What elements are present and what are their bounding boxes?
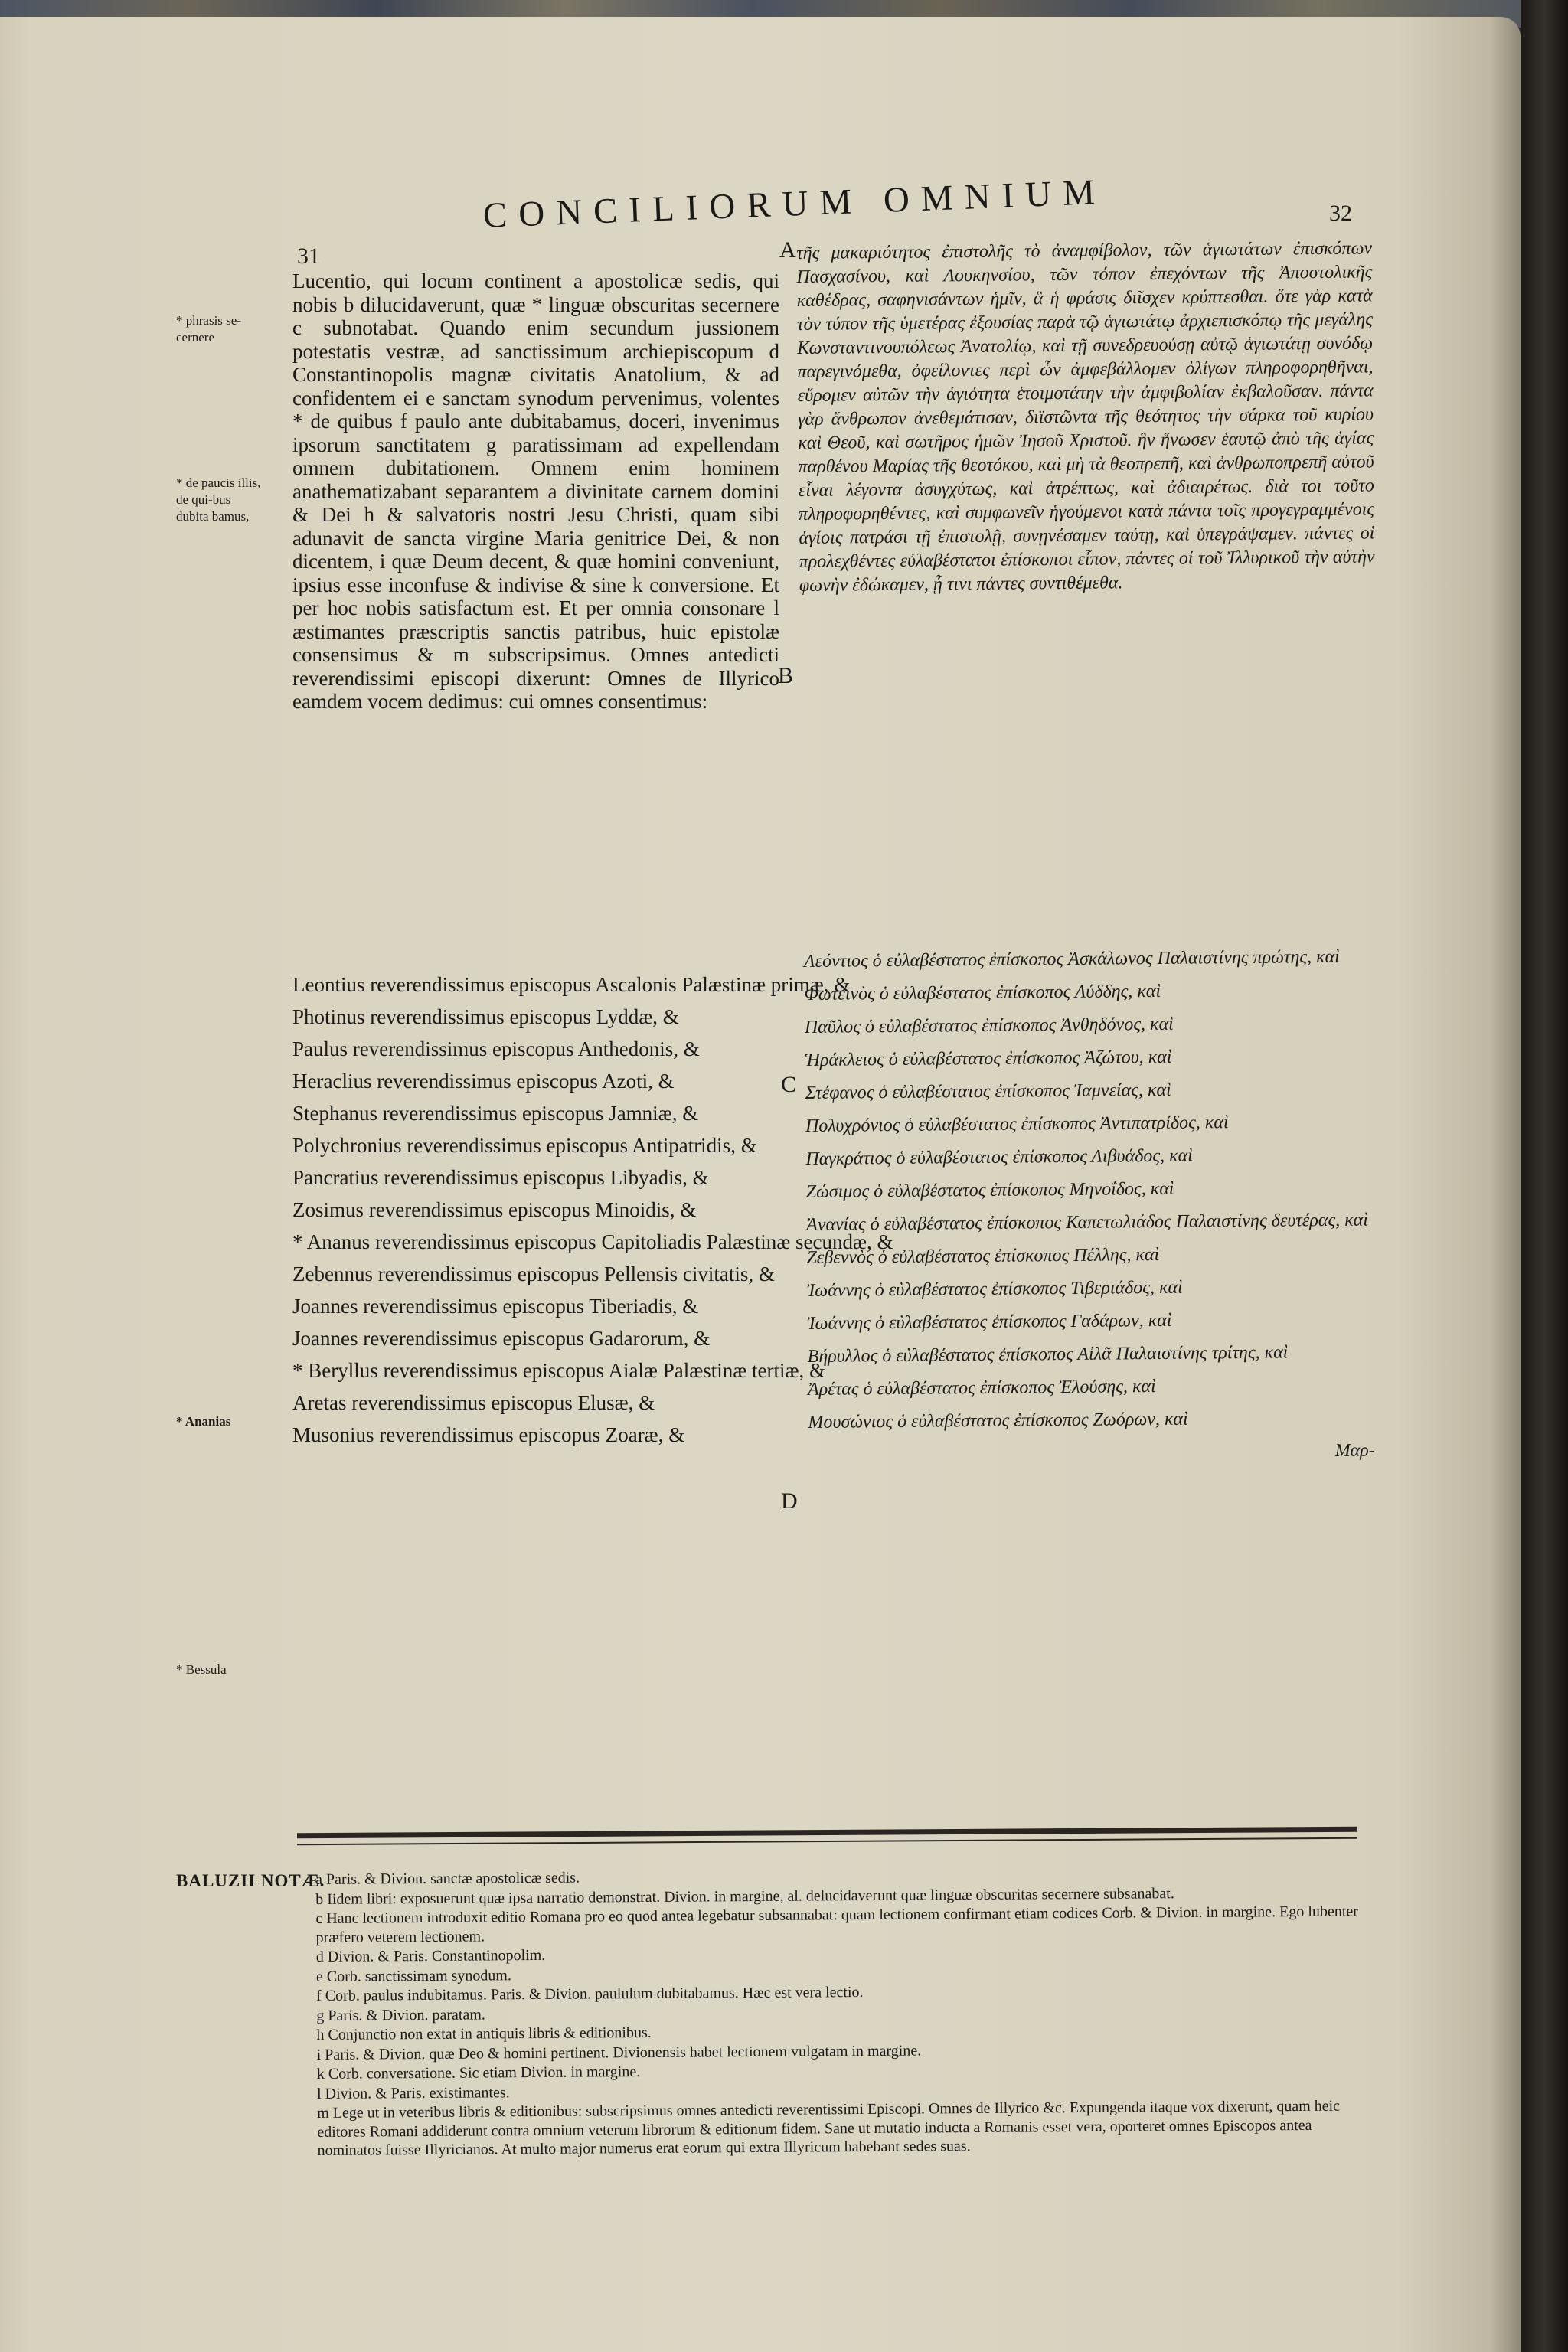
greek-signatory: Ἰωάννης ὁ εὐλαβέστατος ἐπίσκοπος Γαδάρων, καὶ xyxy=(807,1310,1172,1334)
greek-text-paragraph: τῆς μακαριότητος ἐπιστολῆς τὸ ἀναμφίβολον, τῶν ἁγιωτάτων ἐπισκόπων Πασχασίνου, καὶ Λουκηνσίου, τῶν τόπον ἐπεχόντων τῆς Ἀποστολικῆς καθέδρας, σαφηνισάντων ἡμῖν, ἃ ἡ φράσις διῖσχεν κρύπτεσθαι. ὅτε γὰρ κατὰ τὸν τύπον τῆς ὑμετέρας ἐξουσίας παρὰ τῷ ἁγιωτάτῳ ἀρχιεπισκόπῳ τῆς μεγάλης Κωνσταντινουπόλεως Ἀνατολίῳ, καὶ τῇ συνεδρευούσῃ αὐτῷ ἁγιωτάτῃ συνόδῳ παρεγινόμεθα, ὀφείλοντες περὶ ὧν ἀμφεβάλλομεν ὀλίγων πληροφορηθῆναι, εὕρομεν αὐτῶν τὴν ἁγιότητα ἑτοιμοτάτην τὴν ἀμφιβολίαν ἐκβαλοῦσαν. πάντα γὰρ ἄνθρωπον ἀνεθεμάτισαν, διϊστῶντα τῆς θεότητος τὴν σάρκα τοῦ κυρίου καὶ Θεοῦ, καὶ σωτῆρος ἡμῶν Ἰησοῦ Χριστοῦ. ἣν ἥνωσεν ἑαυτῷ ἀπὸ τῆς ἁγίας παρθένου Μαρίας τῆς θεοτόκου, καὶ μὴ τὰ θεοπρεπῆ, καὶ ἀνθρωποπρεπῆ αὐτοῦ εἶναι λέγοντα ἀσυγχύτως, καὶ ἀτρέπτως, καὶ ἀδιαιρέτως. διὰ τοι τοῦτο πληροφορηθέντες, καὶ συμφωνεῖν ἡγούμενοι κατὰ πάντα τοῖς προγεγραμμένοις ἁγίοις πατράσι τῇ ἐπιστολῇ, συνῃνέσαμεν ταύτῃ, καὶ ὑπεγράψαμεν. πάντες οἱ προλεχθέντες εὐλαβέστατοι ἐπίσκοποι εἶπον, πάντες οἱ τοῦ Ἰλλυρικοῦ τὴν αὐτὴν φωνὴν ἐδώκαμεν, ᾗ τινι πάντες συντιθέμεθα. xyxy=(796,238,1375,596)
footnote-c: c Hanc lectionem introduxit editio Romana pro eo quod antea legebatur subsannabat: quam lectionem confirmant etiam codices Corb. & Divion. in margine. Ego lubenter præfero veterem lectionem. xyxy=(315,1903,1358,1946)
greek-signatory: Βήρυλλος ὁ εὐλαβέστατος ἐπίσκοπος Αἰλᾶ Παλαιστίνης τρίτης, καὶ xyxy=(807,1342,1289,1367)
greek-signatory: Ἰωάννης ὁ εὐλαβέστατος ἐπίσκοπος Τιβεριάδος, καὶ xyxy=(806,1277,1183,1301)
page-edge-shadow xyxy=(1521,0,1568,2352)
greek-signatory: Παῦλος ὁ εὐλαβέστατος ἐπίσκοπος Ἀνθηδόνος, καὶ xyxy=(804,1014,1174,1037)
margin-note-bessula: * Bessula xyxy=(176,1662,227,1677)
latin-signatory: Aretas reverendissimus episcopus Elusæ, & xyxy=(292,1391,655,1414)
greek-signatory: Ζεβεννὸς ὁ εὐλαβέστατος ἐπίσκοπος Πέλλης, καὶ xyxy=(806,1244,1160,1268)
greek-signatory: Μουσώνιος ὁ εὐλαβέστατος ἐπίσκοπος Ζωόρων, καὶ xyxy=(808,1409,1188,1432)
latin-signatory: * Ananus reverendissimus episcopus Capitoliadis Palæstinæ secundæ, & xyxy=(292,1230,893,1253)
margin-note-ananias: * Ananias xyxy=(176,1414,231,1429)
footnote-a: a Paris. & Divion. sanctæ apostolicæ sedis. xyxy=(315,1869,580,1888)
margin-note-phrasis: * phrasis se-cernere xyxy=(176,313,241,345)
greek-signatory: Παγκράτιος ὁ εὐλαβέστατος ἐπίσκοπος Λιβυάδος, καὶ xyxy=(805,1145,1193,1169)
latin-signatory: * Beryllus reverendissimus episcopus Aialæ Palæstinæ tertiæ, & xyxy=(292,1359,825,1382)
greek-signatory: Ἡράκλειος ὁ εὐλαβέστατος ἐπίσκοπος Ἀζώτου, καὶ xyxy=(805,1047,1172,1070)
latin-signatory: Pancratius reverendissimus episcopus Libyadis, & xyxy=(292,1166,709,1189)
footnote-e: e Corb. sanctissimam synodum. xyxy=(315,1966,512,1985)
greek-signatory: Φωτεινὸς ὁ εὐλαβέστατος ἐπίσκοπος Λύδδης, καὶ xyxy=(804,981,1161,1004)
greek-signatory: Ἀνανίας ὁ εὐλαβέστατος ἐπίσκοπος Καπετωλιάδος Παλαιστίνης δευτέρας, καὶ xyxy=(806,1210,1369,1235)
page-number-left: 31 xyxy=(297,243,320,269)
running-title: CONCILIORUM OMNIUM xyxy=(482,172,1107,237)
footnote-i: i Paris. & Divion. quæ Deo & homini pertinent. Divionensis habet lectionem vulgatam in margine. xyxy=(316,2041,922,2063)
footnote-l: l Divion. & Paris. existimantes. xyxy=(316,2083,510,2102)
latin-signatory: Photinus reverendissimus episcopus Lyddæ, & xyxy=(292,1005,679,1028)
margin-note-de-paucis: * de paucis illis, de qui-bus dubita bamus, xyxy=(176,475,261,524)
greek-signatories-list xyxy=(804,945,1375,1476)
section-letter-b: B xyxy=(778,663,794,688)
latin-signatory: Polychronius reverendissimus episcopus Antipatridis, & xyxy=(292,1134,757,1157)
greek-signatory: Μαρ- xyxy=(1334,1440,1375,1461)
latin-signatory: Zosimus reverendissimus episcopus Minoidis, & xyxy=(292,1198,697,1221)
latin-signatory: Joannes reverendissimus episcopus Tiberiadis, & xyxy=(292,1295,699,1318)
latin-signatory: Paulus reverendissimus episcopus Anthedonis, & xyxy=(292,1037,700,1060)
footnote-h: h Conjunctio non extat in antiquis libris & editionibus. xyxy=(316,2024,652,2043)
latin-text-paragraph: Lucentio, qui locum continent a apostolicæ sedis, qui nobis b dilucidaverunt, quæ * linguæ obscuritas secernere c subnotabat. Quando enim secundum jussionem potestatis vestræ, ad sanctissimum archiepiscopum d Constantinopolis magnæ civitatis Anatolium, & ad confidentem ei e sanctam synodum pervenimus, volentes * de quibus f paulo ante dubitabamus, doceri, invenimus ipsorum sanctitatem g paratissimam ad expellendam omnem dubitationem. Omnem enim hominem anathematizabant separantem a divinitate carnem domini & Dei h & salvatoris nostri Jesu Christi, quam sibi adunavit de sancta virgine Maria genitrice Dei, & non dicentem, i quæ Deum decent, & quæ homini conveniunt, ipsius esse inconfuse & indivise & sine k conversione. Et per hoc nobis satisfactum est. Et per omnia consonare l æstimantes præscriptis sanctis patribus, huic epistolæ consensimus & m subscripsimus. Omnes antedicti reverendissimi episcopi dixerunt: Omnes de Illyrico eamdem vocem dedimus: cui omnes consentimus: xyxy=(292,270,779,713)
footnote-b: b Iidem libri: exposuerunt quæ ipsa narratio demonstrat. Divion. in margine, al. delucidaverunt quæ linguæ obscuritas secernere subsanabat. xyxy=(315,1884,1174,1908)
greek-signatory: Ἀρέτας ὁ εὐλαβέστατος ἐπίσκοπος Ἐλούσης, καὶ xyxy=(807,1377,1156,1400)
section-letter-d: D xyxy=(781,1488,798,1514)
latin-signatory: Heraclius reverendissimus episcopus Azoti, & xyxy=(292,1070,675,1093)
latin-signatory: Joannes reverendissimus episcopus Gadarorum, & xyxy=(292,1327,710,1350)
greek-signatory: Ζώσιμος ὁ εὐλαβέστατος ἐπίσκοπος Μηνοΐδος, καὶ xyxy=(805,1178,1174,1202)
footnote-g: g Paris. & Divion. paratam. xyxy=(316,2005,485,2024)
footnote-d: d Divion. & Paris. Constantinopolim. xyxy=(315,1946,546,1965)
section-letter-c: C xyxy=(781,1072,797,1097)
greek-signatory: Στέφανος ὁ εὐλαβέστατος ἐπίσκοπος Ἰαμνείας, καὶ xyxy=(805,1080,1171,1103)
section-letter-a: A xyxy=(779,237,796,263)
latin-signatory: Stephanus reverendissimus episcopus Jamniæ, & xyxy=(292,1102,699,1125)
greek-signatory: Πολυχρόνιος ὁ εὐλαβέστατος ἐπίσκοπος Ἀντιπατρίδος, καὶ xyxy=(805,1112,1229,1136)
latin-signatory: Zebennus reverendissimus episcopus Pellensis civitatis, & xyxy=(292,1263,775,1285)
page-number-right: 32 xyxy=(1329,201,1352,226)
latin-signatory: Musonius reverendissimus episcopus Zoaræ, & xyxy=(292,1423,685,1446)
footnote-m: m Lege ut in veteribus libris & editionibus: subscripsimus omnes antedicti reverentissimi Episcopi. Omnes de Illyrico &c. Expungenda itaque vox dixerunt, quam heic editores Romani addiderunt contra omnium veterum librorum & editionum fidem. Sane ut mutatio inducta a Romanis esset vera, oporteret omnes Episcopos antea nominatos fuisse Illyricianos. At multo major numerus erat eorum qui extra Illyricum habebant sedes suas. xyxy=(317,2097,1341,2159)
latin-signatory: Leontius reverendissimus episcopus Ascalonis Palæstinæ primæ, & xyxy=(292,973,851,996)
footnote-f: f Corb. paulus indubitamus. Paris. & Divion. paululum dubitabamus. Hæc est vera lectio. xyxy=(316,1984,864,2004)
notes-heading: BALUZII NOTÆ. xyxy=(176,1871,325,1890)
footnotes-list xyxy=(315,1863,1376,2161)
greek-signatory: Λεόντιος ὁ εὐλαβέστατος ἐπίσκοπος Ἀσκάλωνος Παλαιστίνης πρώτης, καὶ xyxy=(804,946,1340,972)
latin-signatories-list xyxy=(292,972,893,1455)
footnote-k: k Corb. conversatione. Sic etiam Divion. in margine. xyxy=(316,2063,641,2082)
